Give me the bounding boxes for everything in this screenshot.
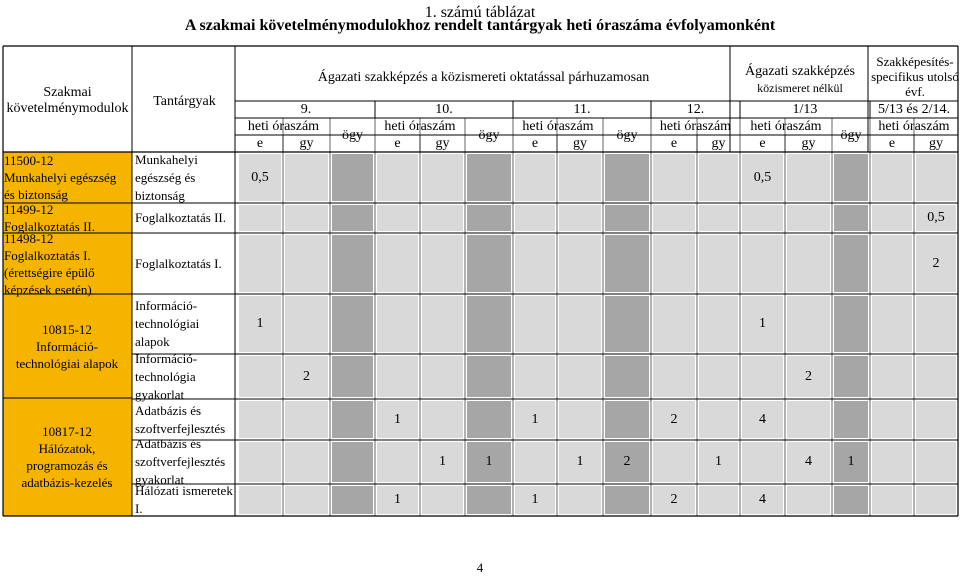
year-header: 5/13 és 2/14. [878, 102, 950, 117]
hours-value: 0,5 [251, 169, 269, 185]
subject-cell: Adatbázis és szoftverfejlesztés gyakorlat [135, 436, 226, 487]
hours-value: 1 [531, 411, 539, 427]
heti-oraszam-label: heti óraszám [878, 119, 950, 134]
year-header: 1/13 [792, 102, 818, 117]
heti-oraszam-label: heti óraszám [659, 119, 732, 134]
hours-value: 2 [623, 454, 631, 469]
gy-label: gy [435, 136, 450, 151]
subject-cell: Információ-technológiai alapok [135, 298, 200, 349]
heti-oraszam-label: heti óraszám [750, 119, 822, 134]
table-label: 1. számú táblázat [424, 4, 536, 21]
hours-value: 1 [759, 316, 766, 331]
ogy-label: ögy [342, 128, 363, 143]
heti-oraszam-label: heti óraszám [384, 119, 456, 134]
page-number: 4 [476, 560, 484, 575]
table-title: A szakmai követelménymodulokhoz rendelt tantárgyak heti óraszáma évfolyamonként [184, 17, 776, 34]
module-code: 10815-12 [42, 321, 92, 337]
heti-oraszam-label: heti óraszám [522, 119, 594, 134]
e-label: e [531, 136, 539, 151]
module-name: Hálózatok, programozás és adatbázis-kezelés [21, 441, 113, 490]
subject-cell: Információ-technológia gyakorlat [135, 350, 198, 402]
module-code: 11500-12 [4, 153, 54, 168]
gy-label: gy [299, 136, 314, 151]
module-code: 11499-12 [4, 202, 54, 217]
subject-cell: Munkahelyi egészség és biztonság [135, 151, 198, 203]
hours-value: 2 [670, 411, 678, 427]
subject-cell: Adatbázis és szoftverfejlesztés [135, 402, 226, 436]
hours-value: 4 [805, 454, 812, 469]
header-subjects: Tantárgyak [153, 94, 216, 109]
module-cell [4, 398, 130, 516]
ogy-label: ögy [840, 128, 862, 143]
e-label: e [256, 136, 264, 151]
hours-value: 1 [256, 316, 264, 331]
module-cell [4, 203, 130, 233]
module-name: Foglalkoztatás I. (érettségire épülő képzések esetén) [4, 247, 95, 297]
hours-value: 4 [759, 411, 766, 427]
hours-value: 2 [805, 368, 812, 384]
module-code: 10817-12 [42, 424, 92, 439]
hours-value: 4 [759, 492, 766, 507]
module-cell [4, 294, 130, 398]
gy-label: gy [801, 136, 816, 151]
e-label: e [670, 136, 678, 151]
year-header: 12. [686, 102, 705, 117]
hours-value: 1 [576, 454, 584, 469]
hours-value: 1 [485, 454, 493, 469]
module-cell [4, 152, 130, 203]
header-group-parallel: Ágazati szakképzés a közismereti oktatással párhuzamosan [317, 70, 650, 85]
subject-cell: Foglalkoztatás II. [135, 210, 226, 225]
hours-value: 2 [932, 255, 940, 271]
year-header: 9. [300, 102, 312, 117]
e-label: e [759, 136, 766, 151]
ogy-label: ögy [478, 128, 500, 143]
hours-value: 1 [715, 454, 722, 469]
gy-label: gy [573, 136, 587, 151]
hours-value: 2 [670, 492, 678, 507]
module-name: Foglalkoztatás II. [4, 219, 95, 234]
module-code: 11498-12 [4, 230, 54, 246]
hours-value: 1 [394, 492, 401, 507]
hours-value: 2 [303, 368, 310, 384]
e-label: e [394, 136, 401, 151]
e-label: e [888, 136, 896, 151]
ogy-label: ögy [616, 128, 638, 143]
subject-cell: Hálózati ismeretek I. [135, 483, 233, 516]
hours-value: 1 [394, 411, 401, 427]
header-group-spec: Szakképesítés-specifikus utolsó évf. [871, 54, 959, 99]
hours-value: 0,5 [927, 210, 945, 225]
header-group-nogen-line2: közismeret nélkül [757, 81, 843, 95]
header-group-nogen-line1: Ágazati szakképzés [745, 64, 855, 79]
gy-label: gy [711, 136, 726, 151]
header-modules: Szakmai követelménymodulok [6, 85, 129, 116]
module-name: Munkahelyi egészség és biztonság [4, 170, 117, 202]
heti-oraszam-label: heti óraszám [247, 119, 320, 134]
hours-value: 1 [531, 492, 539, 507]
hours-value: 1 [439, 454, 446, 469]
subject-cell: Foglalkoztatás I. [135, 255, 222, 271]
year-header: 10. [435, 102, 453, 117]
module-cell [4, 230, 130, 297]
year-header: 11. [573, 102, 591, 117]
hours-value: 0,5 [753, 169, 772, 185]
gy-label: gy [929, 136, 943, 151]
hours-value: 1 [847, 454, 855, 469]
header-group-nogen [732, 64, 868, 96]
module-name: Információ-technológiai alapok [15, 338, 119, 371]
